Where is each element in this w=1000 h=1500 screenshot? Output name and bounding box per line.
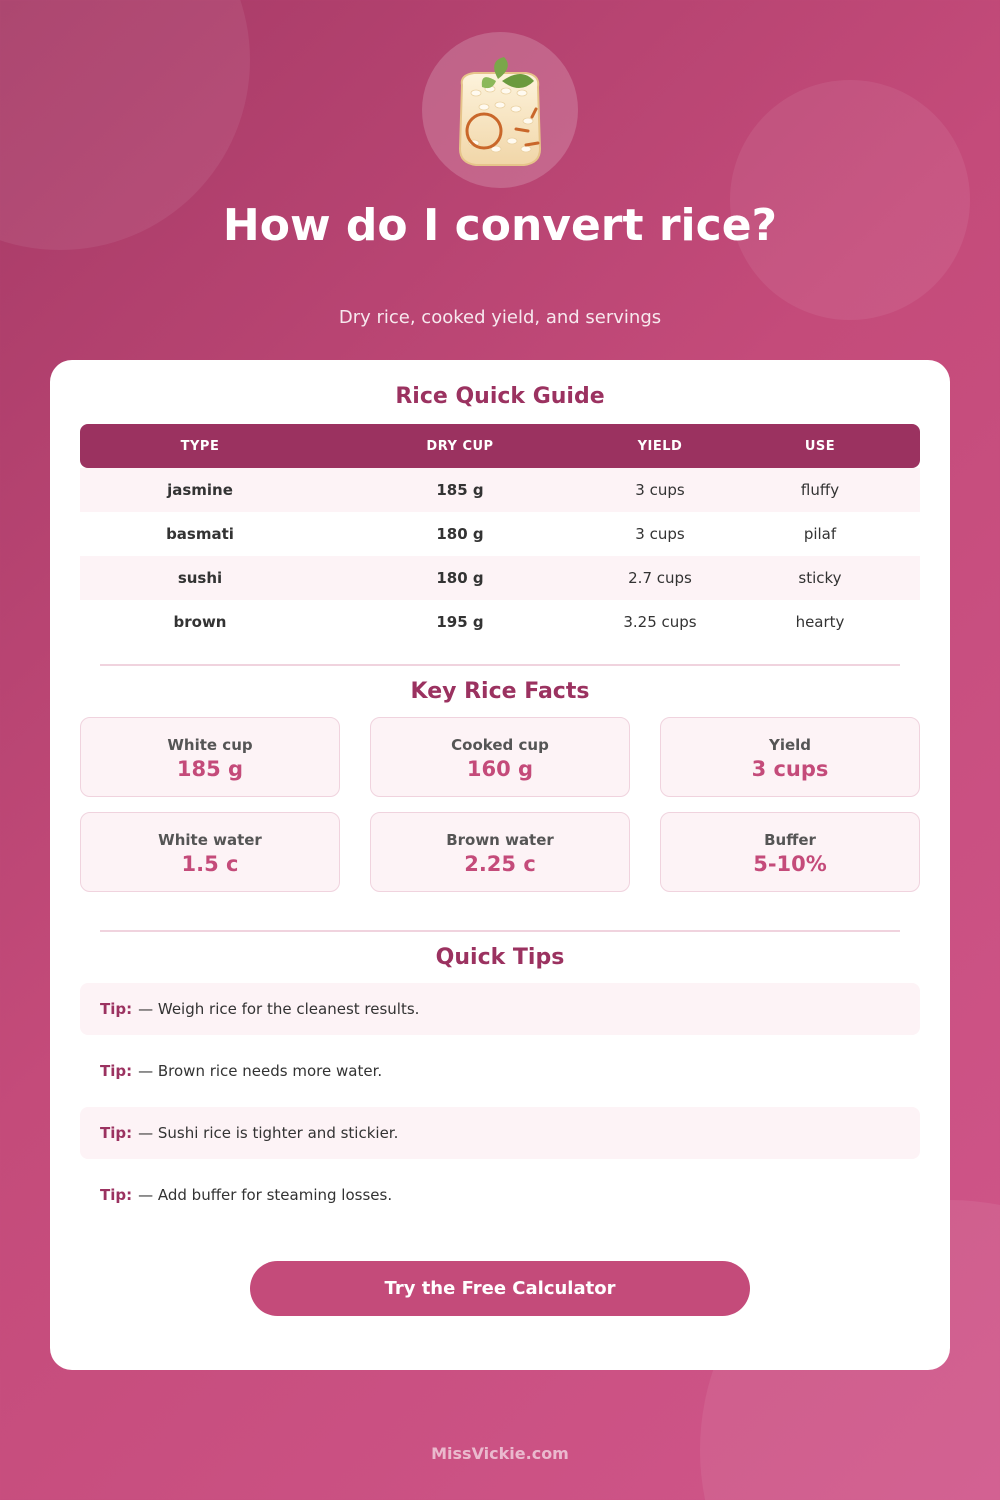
tips-list <box>80 983 920 1221</box>
facts-title: Key Rice Facts <box>410 679 590 704</box>
rice-icon-badge <box>422 32 578 188</box>
tip-text: — Sushi rice is tighter and stickier. <box>138 1124 399 1142</box>
column-header-use: USE <box>720 424 920 468</box>
tip-label: Tip: <box>100 1124 133 1142</box>
list-item <box>80 1045 920 1097</box>
cell-type: basmati <box>166 525 234 543</box>
column-header-type: TYPE <box>80 424 320 468</box>
column-header-yield: YIELD <box>600 424 720 468</box>
guide-title: Rice Quick Guide <box>395 384 605 409</box>
cell-dry-cup: 180 g <box>320 556 600 600</box>
page-subtitle: Dry rice, cooked yield, and servings <box>338 307 662 328</box>
cell-dry-cup: 180 g <box>436 525 484 543</box>
cell-type: jasmine <box>80 468 320 512</box>
tip-label: Tip: <box>100 1186 133 1204</box>
fact-label: Buffer <box>764 831 816 849</box>
fact-card <box>370 717 630 797</box>
tip-label: Tip: <box>100 1000 133 1018</box>
cell-use: pilaf <box>803 525 837 543</box>
cell-yield: 2.7 cups <box>600 556 720 600</box>
cell-type: brown <box>173 613 227 631</box>
cell-type: sushi <box>80 556 320 600</box>
table-header-row <box>80 424 920 468</box>
section-divider <box>100 930 900 932</box>
page-title: How do I convert rice? <box>222 200 778 251</box>
table-row <box>80 600 920 644</box>
cell-dry-cup: 195 g <box>436 613 484 631</box>
table-row <box>80 468 920 512</box>
fact-card <box>660 812 920 892</box>
cell-dry-cup: 185 g <box>320 468 600 512</box>
fact-value: 5-10% <box>753 852 827 876</box>
tip-text: — Weigh rice for the cleanest results. <box>138 1000 420 1018</box>
column-header-dry-cup: DRY CUP <box>320 424 600 468</box>
fact-card <box>370 812 630 892</box>
footer-brand: MissVickie.com <box>431 1444 569 1463</box>
tips-title: Quick Tips <box>435 945 565 970</box>
tip-text: — Brown rice needs more water. <box>138 1062 383 1080</box>
cell-use: fluffy <box>720 468 920 512</box>
fact-value: 185 g <box>176 757 244 781</box>
fact-value: 1.5 c <box>181 852 239 876</box>
rice-icon <box>440 45 560 175</box>
list-item <box>80 1169 920 1221</box>
fact-label: Brown water <box>446 831 554 849</box>
list-item <box>80 1107 920 1159</box>
fact-label: White water <box>158 831 262 849</box>
fact-card <box>660 717 920 797</box>
content-card <box>50 360 950 1370</box>
cell-yield: 3.25 cups <box>623 613 697 631</box>
section-divider <box>100 664 900 666</box>
fact-value: 160 g <box>466 757 534 781</box>
rice-guide-table <box>80 424 920 644</box>
cell-yield: 3 cups <box>635 525 685 543</box>
fact-label: Cooked cup <box>451 736 549 754</box>
tip-text: — Add buffer for steaming losses. <box>138 1186 393 1204</box>
fact-label: White cup <box>167 736 253 754</box>
list-item <box>80 983 920 1035</box>
table-row <box>80 512 920 556</box>
table-row <box>80 556 920 600</box>
fact-card <box>80 812 340 892</box>
fact-label: Yield <box>768 736 812 754</box>
fact-value: 3 cups <box>751 757 829 781</box>
cell-yield: 3 cups <box>600 468 720 512</box>
facts-grid <box>80 717 920 892</box>
fact-card <box>80 717 340 797</box>
fact-value: 2.25 c <box>464 852 536 876</box>
cell-use: sticky <box>720 556 920 600</box>
try-calculator-button[interactable]: Try the Free Calculator <box>250 1261 750 1316</box>
cell-use: hearty <box>795 613 845 631</box>
tip-label: Tip: <box>100 1062 133 1080</box>
